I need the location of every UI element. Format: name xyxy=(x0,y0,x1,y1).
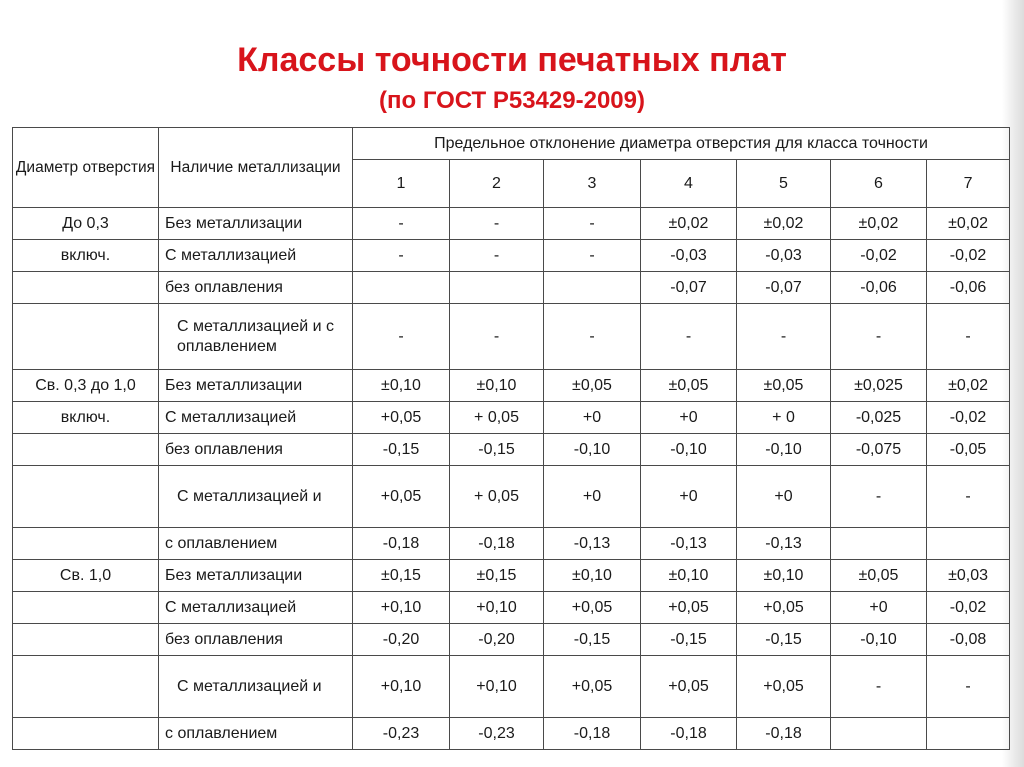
cell-class-4-value: -0,07 xyxy=(641,272,737,304)
cell-class-6-value: - xyxy=(831,304,927,370)
header-class-6: 6 xyxy=(831,160,927,208)
cell-class-7-value: - xyxy=(927,656,1010,718)
cell-class-3-value: -0,18 xyxy=(544,718,641,750)
cell-diameter: включ. xyxy=(13,240,159,272)
cell-metallization: Без металлизации xyxy=(159,370,353,402)
cell-class-3-value: +0,05 xyxy=(544,592,641,624)
cell-diameter xyxy=(13,466,159,528)
cell-class-5-value: -0,03 xyxy=(737,240,831,272)
cell-class-5-value: -0,07 xyxy=(737,272,831,304)
cell-class-5-value: -0,15 xyxy=(737,624,831,656)
cell-class-5-value: ±0,02 xyxy=(737,208,831,240)
header-diameter: Диаметр отверстия xyxy=(13,128,159,208)
cell-class-7-value: -0,02 xyxy=(927,240,1010,272)
header-class-3: 3 xyxy=(544,160,641,208)
cell-class-3-value: - xyxy=(544,208,641,240)
header-class-1: 1 xyxy=(353,160,450,208)
cell-class-5-value: +0,05 xyxy=(737,656,831,718)
cell-class-2-value xyxy=(450,272,544,304)
table-row xyxy=(13,656,1010,718)
cell-class-7-value: -0,08 xyxy=(927,624,1010,656)
cell-metallization: с оплавлением xyxy=(159,718,353,750)
cell-class-5-value: +0 xyxy=(737,466,831,528)
cell-metallization: С металлизацией и xyxy=(159,466,353,528)
tolerance-table xyxy=(12,127,1010,750)
cell-class-3-value: - xyxy=(544,304,641,370)
cell-class-4-value: ±0,10 xyxy=(641,560,737,592)
table-row xyxy=(13,272,1010,304)
cell-metallization: С металлизацией и xyxy=(159,656,353,718)
cell-diameter: До 0,3 xyxy=(13,208,159,240)
cell-metallization: С металлизацией xyxy=(159,402,353,434)
cell-class-6-value: - xyxy=(831,466,927,528)
cell-class-7-value: - xyxy=(927,304,1010,370)
cell-class-3-value xyxy=(544,272,641,304)
header-class-5: 5 xyxy=(737,160,831,208)
cell-class-2-value: -0,23 xyxy=(450,718,544,750)
cell-diameter xyxy=(13,304,159,370)
cell-class-1-value: -0,15 xyxy=(353,434,450,466)
table-row xyxy=(13,240,1010,272)
cell-class-1-value: - xyxy=(353,240,450,272)
table-row xyxy=(13,624,1010,656)
cell-class-3-value: +0 xyxy=(544,402,641,434)
header-class-7: 7 xyxy=(927,160,1010,208)
cell-class-1-value: ±0,10 xyxy=(353,370,450,402)
cell-class-7-value: -0,02 xyxy=(927,402,1010,434)
cell-class-5-value: + 0 xyxy=(737,402,831,434)
cell-class-4-value: -0,13 xyxy=(641,528,737,560)
page-subtitle: (по ГОСТ Р53429-2009) xyxy=(379,87,645,114)
cell-class-3-value: +0 xyxy=(544,466,641,528)
cell-class-7-value: - xyxy=(927,466,1010,528)
cell-class-6-value: - xyxy=(831,656,927,718)
cell-metallization: Без металлизации xyxy=(159,208,353,240)
cell-class-5-value: - xyxy=(737,304,831,370)
cell-class-5-value: ±0,05 xyxy=(737,370,831,402)
cell-diameter xyxy=(13,272,159,304)
cell-class-2-value: ±0,15 xyxy=(450,560,544,592)
cell-diameter xyxy=(13,718,159,750)
cell-class-2-value: ±0,10 xyxy=(450,370,544,402)
cell-metallization: с оплавлением xyxy=(159,528,353,560)
cell-class-7-value: -0,05 xyxy=(927,434,1010,466)
cell-class-4-value: +0,05 xyxy=(641,656,737,718)
table-row xyxy=(13,466,1010,528)
header-metallization: Наличие металлизации xyxy=(159,128,353,208)
cell-metallization: Без металлизации xyxy=(159,560,353,592)
cell-class-6-value: -0,10 xyxy=(831,624,927,656)
cell-class-4-value: +0,05 xyxy=(641,592,737,624)
cell-class-4-value: -0,15 xyxy=(641,624,737,656)
cell-metallization: без оплавления xyxy=(159,434,353,466)
cell-class-7-value: ±0,03 xyxy=(927,560,1010,592)
cell-class-4-value: -0,10 xyxy=(641,434,737,466)
cell-diameter xyxy=(13,592,159,624)
cell-class-3-value: ±0,10 xyxy=(544,560,641,592)
cell-class-5-value: -0,18 xyxy=(737,718,831,750)
cell-diameter xyxy=(13,528,159,560)
cell-class-6-value: -0,06 xyxy=(831,272,927,304)
cell-class-2-value: +0,10 xyxy=(450,656,544,718)
cell-class-4-value: ±0,05 xyxy=(641,370,737,402)
cell-class-2-value: -0,15 xyxy=(450,434,544,466)
cell-class-4-value: -0,18 xyxy=(641,718,737,750)
table-row xyxy=(13,402,1010,434)
cell-class-4-value: - xyxy=(641,304,737,370)
cell-class-6-value: ±0,05 xyxy=(831,560,927,592)
table-row xyxy=(13,528,1010,560)
cell-class-5-value: -0,13 xyxy=(737,528,831,560)
cell-class-2-value: - xyxy=(450,208,544,240)
cell-diameter xyxy=(13,656,159,718)
header-class-2: 2 xyxy=(450,160,544,208)
cell-class-7-value xyxy=(927,718,1010,750)
cell-class-2-value: - xyxy=(450,304,544,370)
cell-diameter: Св. 0,3 до 1,0 xyxy=(13,370,159,402)
header-class-4: 4 xyxy=(641,160,737,208)
cell-class-4-value: -0,03 xyxy=(641,240,737,272)
table-row xyxy=(13,434,1010,466)
table-row xyxy=(13,370,1010,402)
cell-class-6-value: -0,025 xyxy=(831,402,927,434)
cell-class-2-value: + 0,05 xyxy=(450,402,544,434)
cell-class-1-value: ±0,15 xyxy=(353,560,450,592)
cell-class-1-value xyxy=(353,272,450,304)
cell-diameter: включ. xyxy=(13,402,159,434)
cell-class-4-value: +0 xyxy=(641,402,737,434)
cell-class-2-value: - xyxy=(450,240,544,272)
cell-class-3-value: ±0,05 xyxy=(544,370,641,402)
cell-class-1-value: +0,05 xyxy=(353,466,450,528)
cell-class-6-value: -0,075 xyxy=(831,434,927,466)
cell-class-2-value: -0,18 xyxy=(450,528,544,560)
cell-class-7-value: -0,02 xyxy=(927,592,1010,624)
table-row xyxy=(13,560,1010,592)
cell-class-1-value: -0,20 xyxy=(353,624,450,656)
cell-class-6-value: ±0,02 xyxy=(831,208,927,240)
header-tolerance-group: Предельное отклонение диаметра отверстия для класса точности xyxy=(353,128,1010,160)
cell-class-6-value xyxy=(831,718,927,750)
table-row xyxy=(13,304,1010,370)
cell-class-7-value: ±0,02 xyxy=(927,208,1010,240)
cell-class-1-value: - xyxy=(353,208,450,240)
cell-class-5-value: -0,10 xyxy=(737,434,831,466)
cell-class-5-value: +0,05 xyxy=(737,592,831,624)
cell-class-6-value: +0 xyxy=(831,592,927,624)
cell-class-2-value: +0,10 xyxy=(450,592,544,624)
cell-class-3-value: - xyxy=(544,240,641,272)
cell-class-3-value: +0,05 xyxy=(544,656,641,718)
cell-class-6-value xyxy=(831,528,927,560)
cell-class-1-value: -0,23 xyxy=(353,718,450,750)
cell-class-2-value: + 0,05 xyxy=(450,466,544,528)
cell-metallization: С металлизацией xyxy=(159,592,353,624)
cell-class-6-value: -0,02 xyxy=(831,240,927,272)
cell-class-5-value: ±0,10 xyxy=(737,560,831,592)
cell-class-6-value: ±0,025 xyxy=(831,370,927,402)
cell-diameter: Св. 1,0 xyxy=(13,560,159,592)
cell-class-1-value: +0,10 xyxy=(353,592,450,624)
cell-class-1-value: +0,05 xyxy=(353,402,450,434)
cell-class-7-value: -0,06 xyxy=(927,272,1010,304)
cell-class-2-value: -0,20 xyxy=(450,624,544,656)
page-title: Классы точности печатных плат xyxy=(237,41,787,79)
cell-metallization: С металлизацией и с оплавлением xyxy=(159,304,353,370)
table-row xyxy=(13,592,1010,624)
cell-class-1-value: - xyxy=(353,304,450,370)
cell-metallization: без оплавления xyxy=(159,624,353,656)
cell-metallization: С металлизацией xyxy=(159,240,353,272)
cell-class-1-value: -0,18 xyxy=(353,528,450,560)
cell-class-7-value: ±0,02 xyxy=(927,370,1010,402)
cell-diameter xyxy=(13,434,159,466)
cell-class-4-value: ±0,02 xyxy=(641,208,737,240)
table-row xyxy=(13,718,1010,750)
cell-class-3-value: -0,10 xyxy=(544,434,641,466)
cell-metallization: без оплавления xyxy=(159,272,353,304)
cell-class-3-value: -0,15 xyxy=(544,624,641,656)
cell-class-1-value: +0,10 xyxy=(353,656,450,718)
cell-class-7-value xyxy=(927,528,1010,560)
cell-class-4-value: +0 xyxy=(641,466,737,528)
cell-class-3-value: -0,13 xyxy=(544,528,641,560)
cell-diameter xyxy=(13,624,159,656)
table-body xyxy=(13,208,1010,750)
table-row xyxy=(13,208,1010,240)
